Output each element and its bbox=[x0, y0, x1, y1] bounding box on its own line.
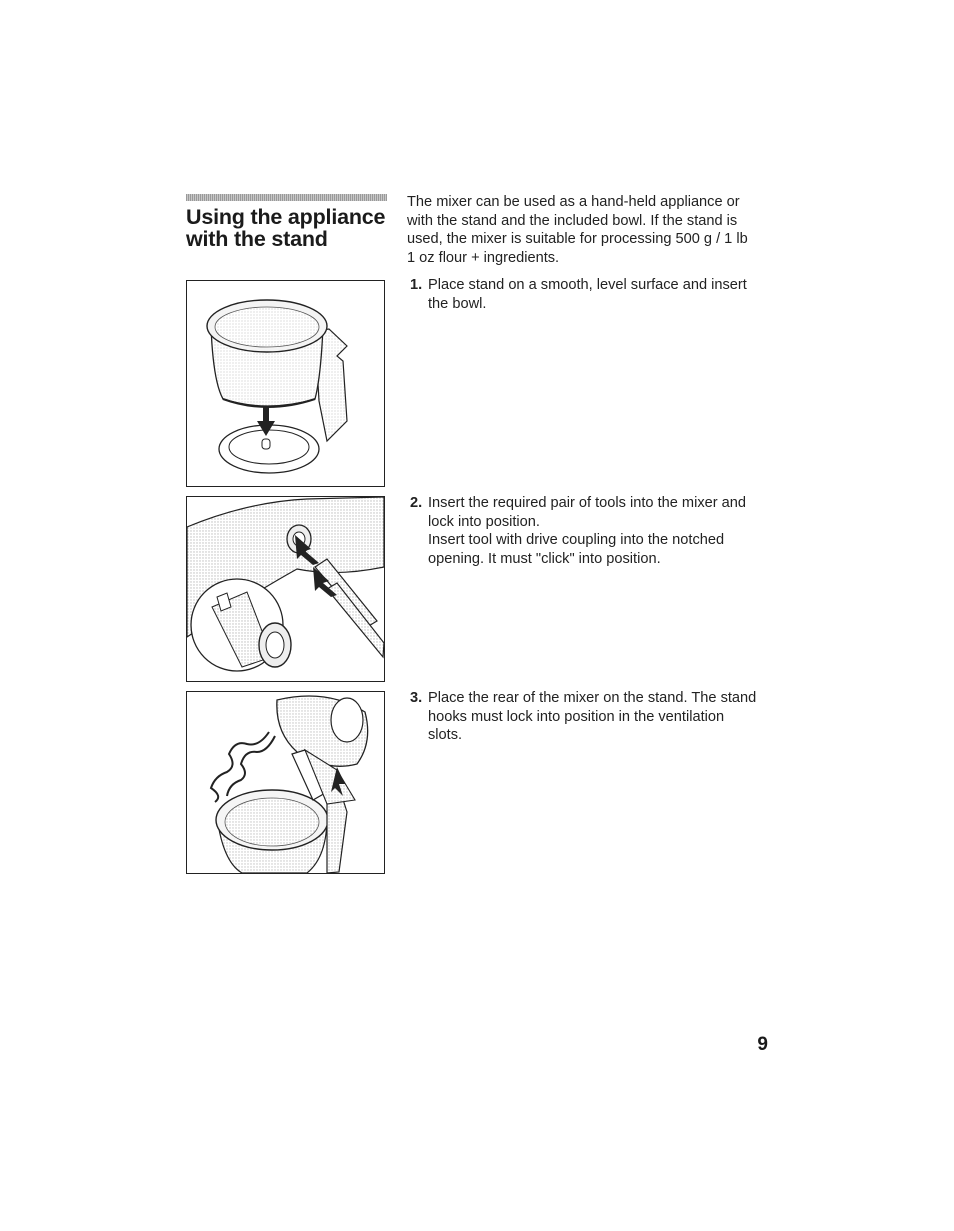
bowl-stand-illustration bbox=[187, 281, 384, 486]
figure-tool-insertion bbox=[186, 496, 385, 682]
intro-paragraph bbox=[407, 193, 767, 267]
figure-mixer-on-stand bbox=[186, 691, 385, 874]
intro-line-4: 1 oz flour + ingredients. bbox=[407, 249, 560, 266]
page-number: 9 bbox=[757, 1034, 768, 1055]
step-1-line-2: the bowl. bbox=[428, 295, 487, 312]
step-3 bbox=[407, 689, 769, 745]
intro-line-2: with the stand and the included bowl. If the stand is bbox=[407, 212, 738, 229]
step-3-line-1: Place the rear of the mixer on the stand. The stand bbox=[428, 690, 757, 706]
step-2-line-4: opening. It must "click" into position. bbox=[428, 550, 661, 567]
step-2-line-1: Insert the required pair of tools into the mixer and bbox=[428, 495, 746, 511]
step-1 bbox=[407, 276, 769, 313]
step-3-number: 3. bbox=[410, 690, 423, 706]
mixer-on-stand-illustration bbox=[187, 692, 384, 873]
step-2-number: 2. bbox=[410, 495, 423, 511]
tool-insertion-illustration bbox=[187, 497, 384, 681]
figure-bowl-on-stand bbox=[186, 280, 385, 487]
intro-line-1: The mixer can be used as a hand-held appliance or bbox=[407, 194, 740, 210]
step-3-line-3: slots. bbox=[428, 727, 463, 744]
section-divider-bar bbox=[186, 194, 387, 201]
heading-line-2: with the stand bbox=[186, 227, 328, 251]
step-3-line-2: hooks must lock into position in the ventilation bbox=[428, 708, 725, 725]
step-2-line-3: Insert tool with drive coupling into the notched bbox=[428, 532, 725, 549]
step-1-line-1: Place stand on a smooth, level surface and insert bbox=[428, 277, 747, 293]
section-heading bbox=[186, 206, 396, 250]
intro-line-3: used, the mixer is suitable for processing 500 g / 1 lb bbox=[407, 231, 748, 248]
heading-line-1: Using the appliance bbox=[186, 205, 386, 229]
step-2-line-2: lock into position. bbox=[428, 513, 540, 530]
step-1-number: 1. bbox=[410, 277, 423, 293]
step-2 bbox=[407, 494, 769, 568]
